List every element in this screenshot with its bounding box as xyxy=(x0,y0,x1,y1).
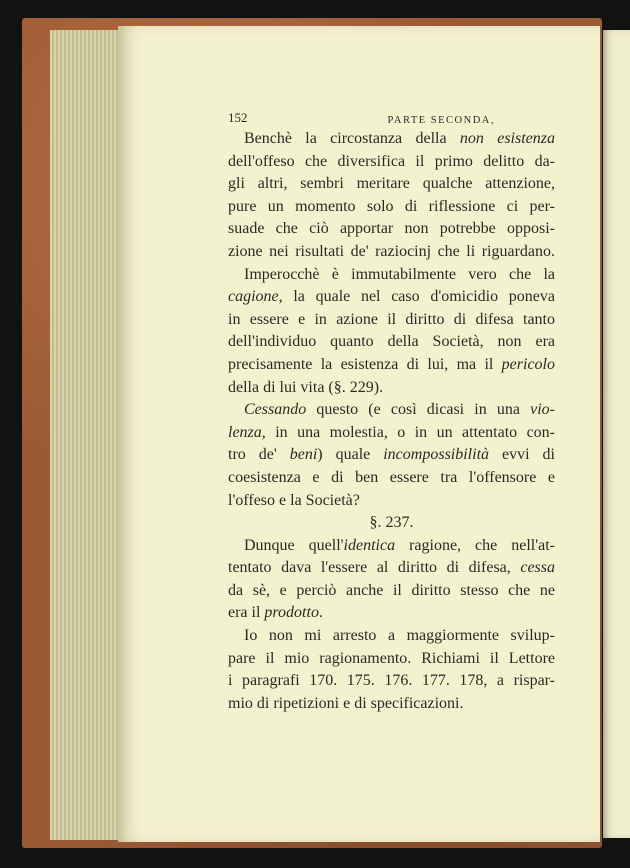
text-segment: evvi di xyxy=(489,446,555,464)
page-text xyxy=(228,106,555,715)
text-line xyxy=(228,128,555,151)
running-title: PARTE SECONDA, xyxy=(387,115,495,126)
text-segment: dell'individuo quanto della Società, non era xyxy=(228,333,555,351)
text-segment: Io non mi arresto a maggiormente svilup- xyxy=(244,627,555,645)
text-line xyxy=(228,264,555,287)
text-line xyxy=(228,331,555,354)
text-segment: gli altri, sembri meritare qualche attenzione, xyxy=(228,175,555,193)
text-line xyxy=(228,625,555,648)
text-segment: pare il mio ragionamento. Richiami il Lettore xyxy=(228,649,555,667)
text-segment: l'offeso e la Società? xyxy=(228,491,360,509)
text-segment: tentato dava l'essere al diritto di difesa, xyxy=(228,559,521,577)
text-segment: in una molestia, o in un attentato con- xyxy=(265,423,555,441)
text-segment: in essere e in azione il diritto di difesa tanto xyxy=(228,310,555,328)
text-line xyxy=(228,422,555,445)
text-line xyxy=(228,670,555,693)
book-page xyxy=(118,26,600,842)
italic-text: prodotto xyxy=(264,604,319,622)
text-segment: pure un momento solo di riflessione ci per- xyxy=(228,197,555,215)
text-line xyxy=(228,286,555,309)
text-line xyxy=(228,557,555,580)
italic-text: Cessando xyxy=(244,401,307,419)
text-line xyxy=(228,173,555,196)
text-line xyxy=(228,648,555,671)
text-line xyxy=(228,399,555,422)
text-segment: i paragrafi 170. 175. 176. 177. 178, a rispar- xyxy=(228,672,555,690)
italic-text: pericolo xyxy=(501,355,555,373)
text-line xyxy=(228,354,555,377)
page-number: 152 xyxy=(228,110,248,125)
italic-text: beni xyxy=(289,446,318,464)
text-segment: . xyxy=(318,604,323,622)
text-line xyxy=(228,580,555,603)
text-line xyxy=(228,241,555,264)
text-segment: suade che ciò apportar non potrebbe opposi- xyxy=(228,220,555,238)
body-text xyxy=(228,128,555,715)
text-segment: mio di ripetizioni e di specificazioni. xyxy=(228,694,464,712)
text-segment: Benchè la circostanza della xyxy=(244,130,460,147)
text-line xyxy=(228,535,555,558)
text-segment: coesistenza e di ben essere tra l'offensore e xyxy=(228,468,555,486)
text-segment: §. 237. xyxy=(369,514,414,532)
text-segment: Dunque quell' xyxy=(244,536,344,554)
text-line xyxy=(228,467,555,490)
section-heading xyxy=(228,512,555,535)
text-segment: era il xyxy=(228,604,265,622)
text-line xyxy=(228,218,555,241)
text-line xyxy=(228,602,555,625)
italic-text: non esistenza xyxy=(459,130,555,147)
italic-text: cessa xyxy=(520,559,555,577)
italic-text: incompossibilità xyxy=(383,446,490,464)
text-segment: ) quale xyxy=(317,446,384,464)
text-line xyxy=(228,151,555,174)
text-segment: zione nei risultati de' raziocinj che li riguardano. xyxy=(228,242,555,260)
italic-text: identica xyxy=(343,536,396,554)
text-line xyxy=(228,377,555,400)
text-line xyxy=(228,693,555,716)
facing-page xyxy=(603,30,630,838)
text-segment: della di lui vita (§. 229). xyxy=(228,378,384,396)
text-segment: da sè, e perciò anche il diritto stesso che ne xyxy=(228,581,555,599)
text-segment: dell'offeso che diversifica il primo delitto da- xyxy=(228,152,555,170)
text-segment: Imperocchè è immutabilmente vero che la xyxy=(244,265,555,283)
page-edges xyxy=(50,30,120,840)
text-line xyxy=(228,490,555,513)
text-line xyxy=(228,309,555,332)
text-line xyxy=(228,196,555,219)
italic-text: cagione xyxy=(228,288,279,306)
italic-text: lenza, xyxy=(228,423,266,441)
running-header xyxy=(228,106,555,126)
italic-text: vio- xyxy=(530,401,555,419)
text-line xyxy=(228,444,555,467)
text-segment: ragione, che nell'at- xyxy=(395,536,555,554)
text-segment: tro de' xyxy=(228,446,290,464)
text-segment: , la quale nel caso d'omicidio poneva xyxy=(278,288,555,306)
text-segment: questo (e così dicasi in una xyxy=(306,401,531,419)
text-segment: precisamente la esistenza di lui, ma il xyxy=(228,355,502,373)
